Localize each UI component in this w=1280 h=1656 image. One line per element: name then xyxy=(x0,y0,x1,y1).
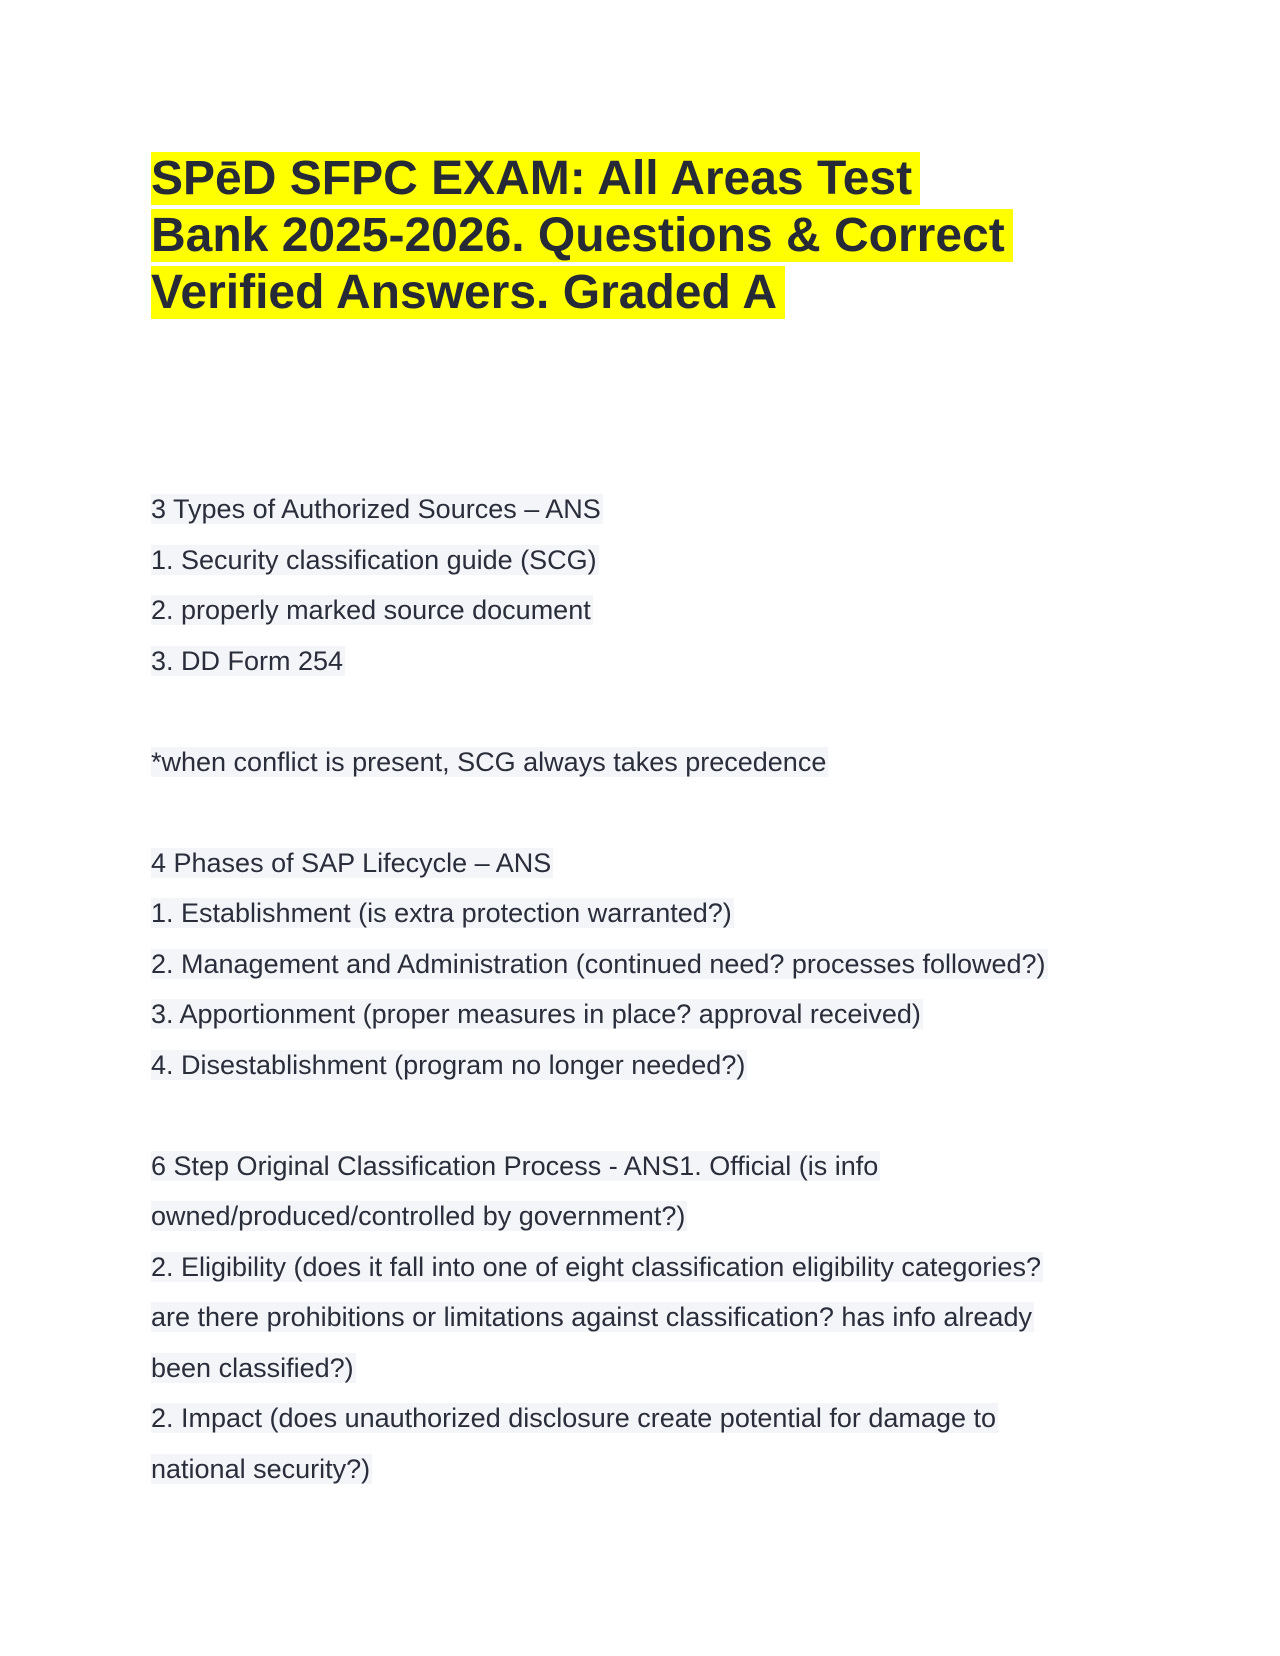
section-classification-process xyxy=(151,1141,1151,1495)
section-heading: 6 Step Original Classification Process - ANS1. Official (is info xyxy=(151,1150,879,1181)
list-item: 2. Management and Administration (continued need? processes followed?) xyxy=(151,948,1046,979)
blank-line xyxy=(151,1090,1151,1141)
paragraph-line: owned/produced/controlled by government?) xyxy=(151,1201,686,1231)
paragraph-line: been classified?) xyxy=(151,1352,354,1383)
list-item: 3. DD Form 254 xyxy=(151,645,344,676)
list-item: 2. properly marked source document xyxy=(151,595,591,625)
paragraph-line: 2. Eligibility (does it fall into one of eight classification eligibility categories? xyxy=(151,1251,1041,1282)
list-item: 3. Apportionment (proper measures in place? approval received) xyxy=(151,999,921,1029)
paragraph-line: are there prohibitions or limitations against classification? has info already xyxy=(151,1302,1032,1332)
document-title xyxy=(151,150,1081,321)
section-note xyxy=(151,737,1151,788)
paragraph-line: national security?) xyxy=(151,1453,371,1484)
section-sap-lifecycle xyxy=(151,838,1151,1091)
list-item: 1. Security classification guide (SCG) xyxy=(151,544,597,575)
title-line: Verified Answers. Graded A xyxy=(151,264,1081,321)
section-heading: 3 Types of Authorized Sources – ANS xyxy=(151,494,601,524)
list-item: 4. Disestablishment (program no longer needed?) xyxy=(151,1049,746,1080)
paragraph-line: 2. Impact (does unauthorized disclosure create potential for damage to xyxy=(151,1403,996,1433)
blank-line xyxy=(151,787,1151,838)
title-line: SPēD SFPC EXAM: All Areas Test xyxy=(151,150,1081,207)
title-line: Bank 2025-2026. Questions & Correct xyxy=(151,207,1081,264)
document-body xyxy=(151,484,1151,1494)
note-text: *when conflict is present, SCG always takes precedence xyxy=(151,746,827,777)
list-item: 1. Establishment (is extra protection warranted?) xyxy=(151,898,732,928)
section-authorized-sources xyxy=(151,484,1151,686)
blank-line xyxy=(151,686,1151,737)
section-heading: 4 Phases of SAP Lifecycle – ANS xyxy=(151,847,552,878)
